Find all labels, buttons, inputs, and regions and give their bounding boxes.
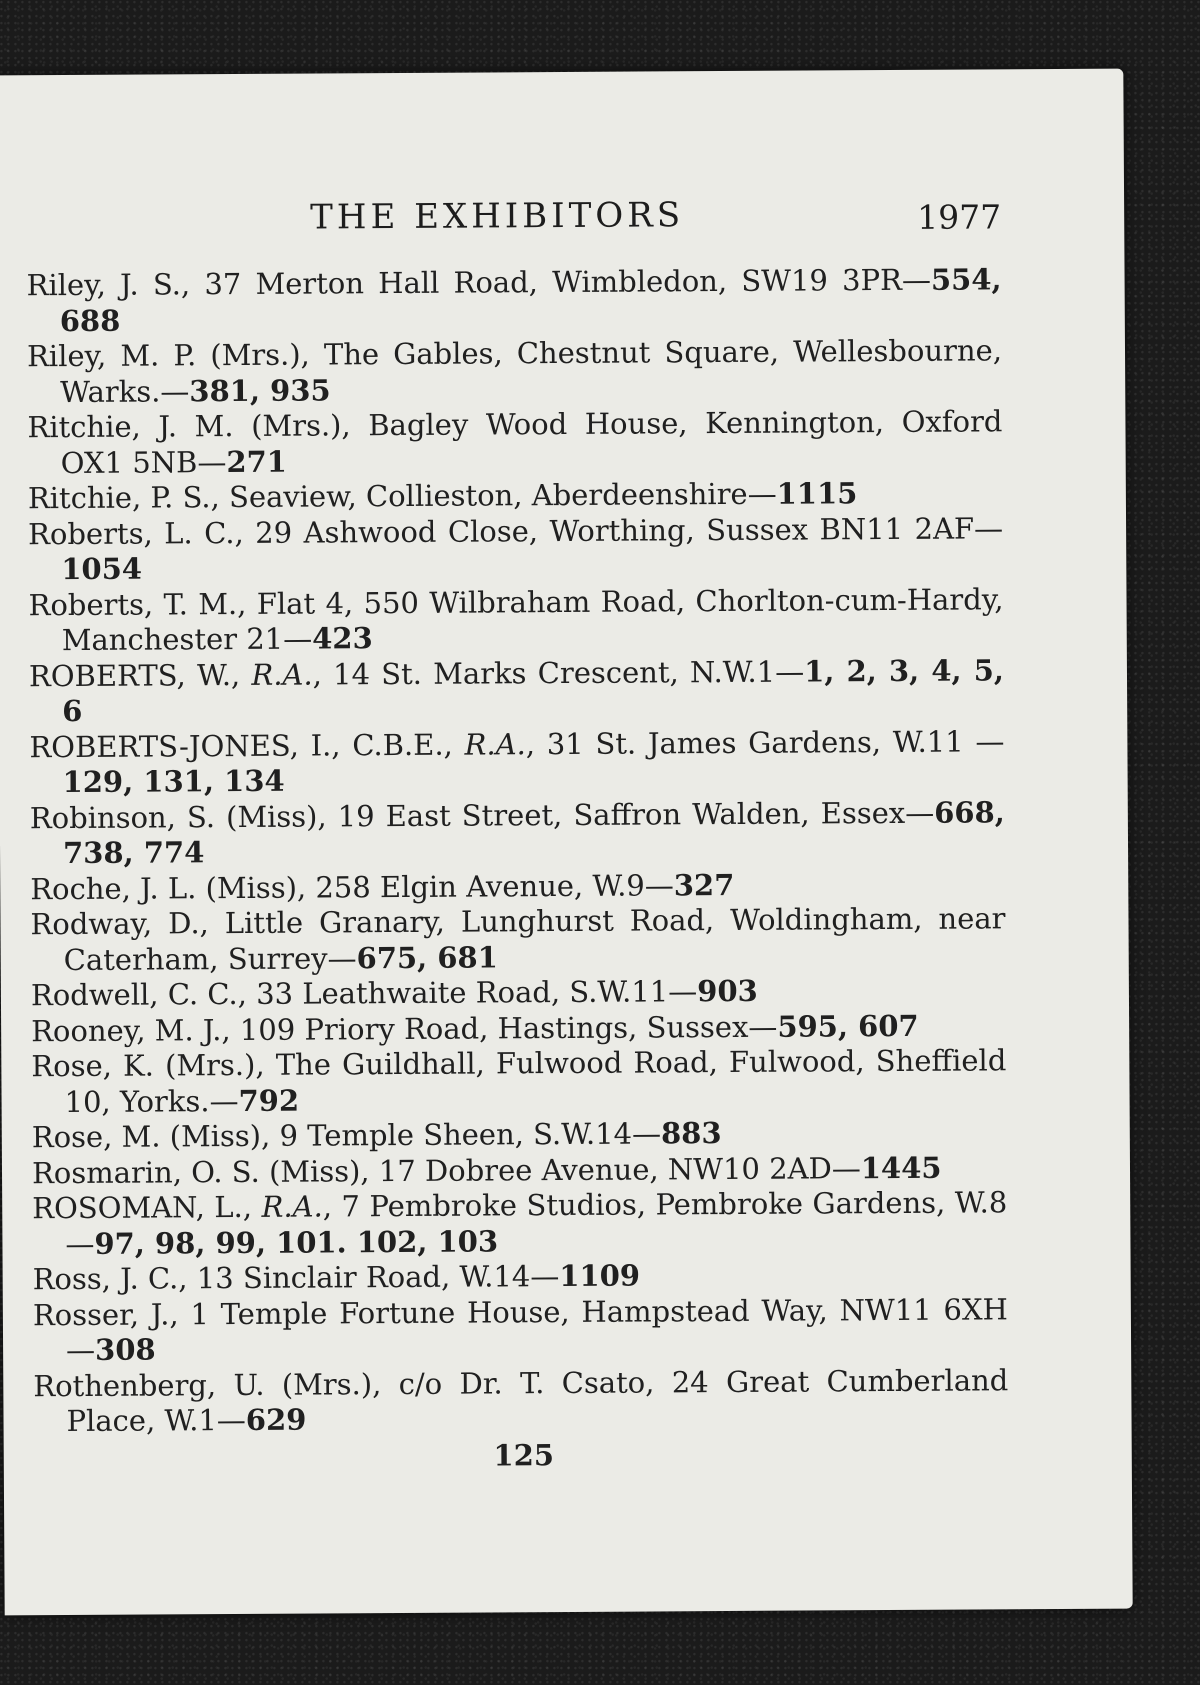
exhibitor-list xyxy=(26,262,1008,1439)
exhibitor-entry xyxy=(32,1185,1007,1262)
exhibit-numbers: 129, 131, 134 xyxy=(62,763,285,800)
exhibitor-address: 109 Priory Road, Hastings, Sussex— xyxy=(230,1009,778,1047)
exhibitor-name: Rooney, M. J., xyxy=(31,1012,231,1048)
exhibit-numbers: 554, 688 xyxy=(59,262,1002,338)
exhibitor-entry xyxy=(28,511,1003,588)
exhibitor-name: Roberts, L. C., xyxy=(28,515,244,551)
exhibit-numbers: 883 xyxy=(660,1116,722,1151)
exhibit-numbers: 1109 xyxy=(559,1258,641,1294)
exhibitor-name: Rodwell, C. C., xyxy=(30,976,248,1013)
exhibitor-name: Rose, M. (Miss), xyxy=(31,1118,271,1155)
exhibit-numbers: 423 xyxy=(312,621,373,656)
running-header xyxy=(26,193,1001,249)
academician-title: R.A. xyxy=(464,726,526,762)
exhibitor-name: Rose, K. (Mrs.), xyxy=(31,1047,265,1084)
exhibitor-address: Flat 4, 550 Wilbraham Road, Chorlton-cum-Hardy, Manchester 21— xyxy=(61,581,1004,658)
exhibitor-entry xyxy=(29,653,1004,730)
exhibitor-address: The Gables, Chestnut Square, Wellesbourne, Warks.— xyxy=(60,333,1003,409)
exhibitor-entry xyxy=(33,1256,1008,1297)
exhibit-numbers: 97, 98, 99, 101. 102, 103 xyxy=(94,1223,499,1261)
exhibitor-name: Riley, J. S., xyxy=(26,267,191,303)
exhibitor-address: 9 Temple Sheen, S.W.14— xyxy=(270,1116,662,1153)
exhibitor-name: Riley, M. P. (Mrs.), xyxy=(26,337,310,374)
exhibit-numbers: 629 xyxy=(245,1402,307,1437)
exhibitor-name: Rodway, D., xyxy=(30,906,209,942)
exhibitor-entry xyxy=(28,582,1003,659)
exhibit-numbers: 903 xyxy=(697,973,758,1009)
exhibitor-address: Seaview, Collieston, Aberdeenshire— xyxy=(219,476,777,515)
academician-title: R.A. xyxy=(261,1189,323,1224)
exhibitor-name: Rosmarin, O. S. (Miss), xyxy=(31,1153,370,1190)
exhibitor-name: Roche, J. L. (Miss), xyxy=(30,870,307,906)
exhibitor-entry xyxy=(33,1292,1008,1369)
exhibitor-address: 1 Temple Fortune House, Hampstead Way, NW11 6XH— xyxy=(65,1291,1008,1368)
exhibitor-name: ROBERTS-JONES, I., C.B.E., xyxy=(29,727,453,764)
exhibitor-address: 13 Sinclair Road, W.14— xyxy=(187,1259,560,1296)
exhibitor-name: Ritchie, P. S., xyxy=(27,480,220,516)
exhibitor-name: ROSOMAN, L., xyxy=(32,1189,253,1226)
exhibitor-entry xyxy=(26,262,1001,339)
exhibitor-address: 19 East Street, Saffron Walden, Essex— xyxy=(326,795,935,833)
exhibitor-entry xyxy=(32,1150,1007,1191)
exhibit-numbers: 327 xyxy=(673,867,735,902)
exhibitor-name: Robinson, S. (Miss), xyxy=(29,798,327,835)
exhibit-numbers: 595, 607 xyxy=(777,1008,919,1044)
exhibit-numbers: 1445 xyxy=(860,1150,942,1185)
exhibit-numbers: 381, 935 xyxy=(189,372,331,408)
exhibitor-entry xyxy=(31,1043,1006,1120)
exhibitor-address: 29 Ashwood Close, Worthing, Sussex BN11 2AF— xyxy=(243,510,1004,550)
page-title: THE EXHIBITORS xyxy=(310,195,685,238)
exhibitor-entry xyxy=(27,404,1002,481)
exhibitor-entry xyxy=(32,1114,1007,1155)
exhibitor-entry xyxy=(30,901,1005,978)
exhibit-numbers: 1054 xyxy=(61,551,143,587)
exhibitor-address: The Guildhall, Fulwood Road, Fulwood, Sheffield 10, Yorks.— xyxy=(64,1043,1007,1119)
exhibit-numbers: 675, 681 xyxy=(356,939,498,975)
exhibitor-address: c/o Dr. T. Csato, 24 Great Cumberland Place, W.1— xyxy=(66,1362,1009,1439)
exhibitor-address: 37 Merton Hall Road, Wimbledon, SW19 3PR— xyxy=(190,262,932,302)
exhibit-numbers: 668, 738, 774 xyxy=(62,794,1005,871)
year-label: 1977 xyxy=(917,197,1002,237)
exhibit-numbers: 792 xyxy=(238,1083,300,1118)
exhibitor-name: Rothenberg, U. (Mrs.), xyxy=(33,1366,382,1403)
exhibitor-name: Rosser, J., xyxy=(32,1296,179,1332)
exhibit-numbers: 271 xyxy=(226,444,288,479)
academician-title: R.A. xyxy=(251,657,313,692)
exhibitor-address: , 31 St. James Gardens, W.11 — xyxy=(525,723,1005,761)
page-number: 125 xyxy=(493,1438,555,1473)
exhibitor-name: Roberts, T. M., xyxy=(28,586,247,622)
exhibitor-entry xyxy=(31,972,1006,1013)
exhibitor-entry xyxy=(27,333,1002,410)
exhibitor-entry xyxy=(33,1363,1008,1440)
exhibit-numbers: 1115 xyxy=(776,476,858,511)
exhibitor-entry xyxy=(28,475,1003,516)
exhibitor-entry xyxy=(31,1008,1006,1049)
exhibitor-entry xyxy=(30,795,1005,872)
exhibit-numbers: 1, 2, 3, 4, 5, 6 xyxy=(62,652,1005,729)
exhibitor-address: Bagley Wood House, Kennington, Oxford OX1 5NB— xyxy=(60,404,1003,480)
exhibitor-name: Ross, J. C., xyxy=(32,1261,188,1297)
exhibitor-name: Ritchie, J. M. (Mrs.), xyxy=(27,408,351,445)
exhibitor-entry xyxy=(29,724,1004,801)
exhibitor-address: 33 Leathwaite Road, S.W.11— xyxy=(246,974,698,1011)
exhibitor-name: ROBERTS, W., xyxy=(28,657,241,693)
exhibitor-address: , 14 St. Marks Crescent, N.W.1— xyxy=(312,654,805,692)
exhibit-numbers: 308 xyxy=(94,1332,156,1367)
exhibitor-address: 258 Elgin Avenue, W.9— xyxy=(306,867,674,905)
exhibitor-address: Little Granary, Lunghurst Road, Woldingham, near Caterham, Surrey— xyxy=(63,901,1006,977)
exhibitor-address: 17 Dobree Avenue, NW10 2AD— xyxy=(369,1150,861,1188)
book-page xyxy=(0,69,1133,1616)
exhibitor-address: , 7 Pembroke Studios, Pembroke Gardens, W.8— xyxy=(65,1185,1008,1261)
exhibitor-entry xyxy=(30,866,1005,907)
